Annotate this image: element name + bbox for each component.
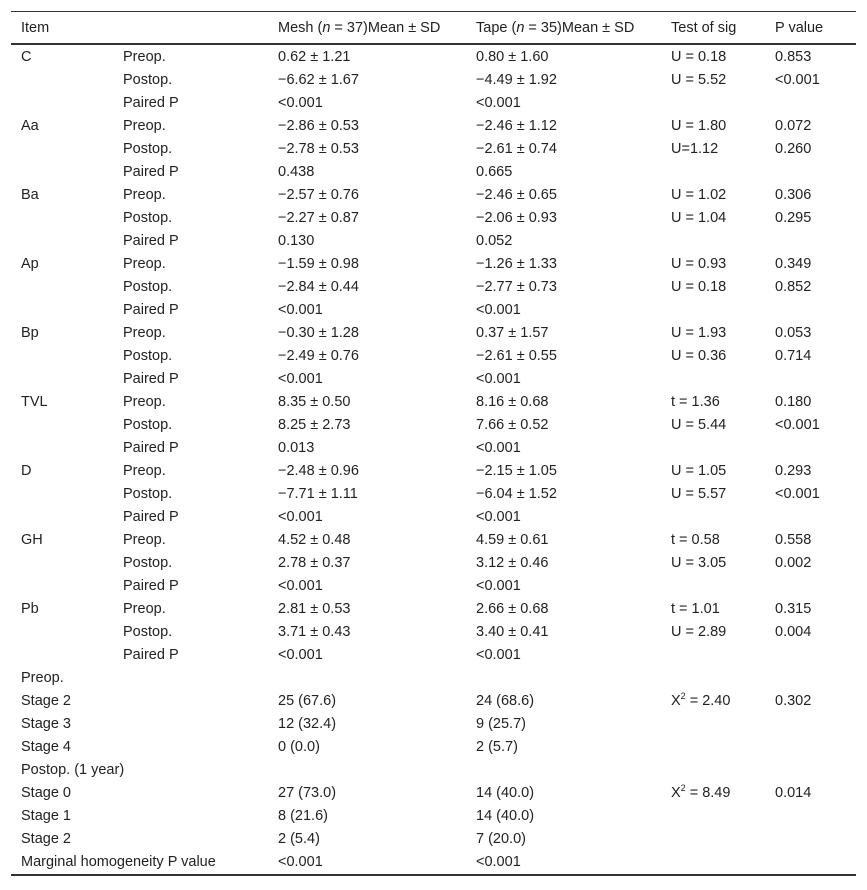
tape-cell: −2.06 ± 0.93 xyxy=(476,210,557,226)
tape-cell: <0.001 xyxy=(476,371,521,387)
item-cell xyxy=(11,621,113,644)
mesh-cell: 2 (5.4) xyxy=(278,831,320,847)
stage-group-heading: Postop. (1 year) xyxy=(21,762,125,778)
subitem-cell: Postop. xyxy=(123,348,173,364)
test-cell xyxy=(661,644,765,667)
tape-cell: 24 (68.6) xyxy=(476,693,535,709)
test-cell xyxy=(661,690,765,713)
test-cell: U = 1.04 xyxy=(671,210,727,226)
mesh-cell: −7.71 ± 1.11 xyxy=(278,486,358,502)
item-cell xyxy=(11,69,113,92)
p-value-cell: 0.852 xyxy=(775,279,812,295)
mesh-cell: 2.78 ± 0.37 xyxy=(278,555,351,571)
test-cell: U = 1.02 xyxy=(671,187,727,203)
item-cell xyxy=(11,368,113,391)
mesh-cell: 0.130 xyxy=(278,233,315,249)
p-value-cell: 0.302 xyxy=(775,693,812,709)
test-symbol: X xyxy=(671,693,681,709)
test-cell xyxy=(661,805,765,828)
test-cell xyxy=(661,713,765,736)
item-cell xyxy=(11,414,113,437)
mesh-cell: 0 (0.0) xyxy=(278,739,320,755)
test-cell: t = 1.01 xyxy=(671,601,720,617)
test-cell: U = 5.52 xyxy=(671,72,727,88)
p-value-cell: 0.293 xyxy=(775,463,812,479)
mesh-cell: −2.49 ± 0.76 xyxy=(278,348,359,364)
table-row xyxy=(11,44,856,69)
item-cell xyxy=(11,207,113,230)
test-cell: U = 1.80 xyxy=(671,118,727,134)
table-row xyxy=(11,644,856,667)
subitem-cell: Postop. xyxy=(123,210,173,226)
table-row xyxy=(11,414,856,437)
mesh-cell: <0.001 xyxy=(278,302,323,318)
subitem-cell: Postop. xyxy=(123,279,173,295)
p-value-cell xyxy=(765,575,856,598)
subitem-cell: Preop. xyxy=(123,187,166,203)
tape-cell: <0.001 xyxy=(476,95,521,111)
tape-cell: 14 (40.0) xyxy=(476,808,535,824)
item-cell xyxy=(11,483,113,506)
p-value-cell: 0.295 xyxy=(775,210,812,226)
test-cell xyxy=(661,437,765,460)
mesh-cell: −0.30 ± 1.28 xyxy=(278,325,359,341)
tape-cell: 2.66 ± 0.68 xyxy=(476,601,549,617)
tape-cell: −2.61 ± 0.55 xyxy=(476,348,557,364)
item-cell xyxy=(11,299,113,322)
stage-label-cell: Stage 3 xyxy=(21,716,71,732)
test-cell: U=1.12 xyxy=(671,141,719,157)
mesh-cell: 4.52 ± 0.48 xyxy=(278,532,351,548)
results-table xyxy=(11,11,856,876)
test-cell: U = 0.93 xyxy=(671,256,727,272)
test-cell: U = 0.18 xyxy=(671,49,727,65)
tape-cell: <0.001 xyxy=(476,509,521,525)
test-cell: U = 3.05 xyxy=(671,555,727,571)
test-symbol: X xyxy=(671,785,681,801)
table-row xyxy=(11,138,856,161)
tape-cell: 2 (5.7) xyxy=(476,739,518,755)
table-row xyxy=(11,115,856,138)
item-cell: Pb xyxy=(21,601,39,617)
p-value-cell xyxy=(765,161,856,184)
table-row xyxy=(11,483,856,506)
p-value-cell: <0.001 xyxy=(775,72,820,88)
subitem-cell: Preop. xyxy=(123,49,166,65)
test-cell: U = 1.05 xyxy=(671,463,727,479)
table-row xyxy=(11,69,856,92)
test-cell: U = 0.36 xyxy=(671,348,727,364)
tape-cell: 0.665 xyxy=(476,164,513,180)
p-value-cell xyxy=(765,713,856,736)
tape-cell: 9 (25.7) xyxy=(476,716,526,732)
mesh-cell: 3.71 ± 0.43 xyxy=(278,624,351,640)
p-value-cell xyxy=(765,851,856,875)
header-sub xyxy=(113,12,268,45)
p-value-cell: 0.315 xyxy=(775,601,812,617)
table-body xyxy=(11,44,856,875)
p-value-cell xyxy=(765,736,856,759)
item-cell xyxy=(11,437,113,460)
item-cell xyxy=(11,92,113,115)
test-superscript: 2 xyxy=(680,783,686,793)
table-row xyxy=(11,368,856,391)
p-value-cell xyxy=(765,437,856,460)
item-cell xyxy=(11,161,113,184)
table-row xyxy=(11,598,856,621)
table-row xyxy=(11,460,856,483)
stage-label-cell: Stage 2 xyxy=(21,693,71,709)
p-value-cell xyxy=(765,368,856,391)
subitem-cell: Paired P xyxy=(123,647,179,663)
results-table-container xyxy=(11,11,856,876)
tape-cell: <0.001 xyxy=(476,578,521,594)
table-row xyxy=(11,161,856,184)
p-value-cell: <0.001 xyxy=(775,417,820,433)
p-value-cell xyxy=(765,828,856,851)
subitem-cell: Paired P xyxy=(123,440,179,456)
p-value-cell: 0.306 xyxy=(775,187,812,203)
p-value-cell: 0.072 xyxy=(775,118,812,134)
header-p-value: P value xyxy=(775,19,824,36)
tape-cell: −2.15 ± 1.05 xyxy=(476,463,557,479)
table-row xyxy=(11,575,856,598)
mesh-cell: −2.48 ± 0.96 xyxy=(278,463,359,479)
mesh-cell: −2.27 ± 0.87 xyxy=(278,210,359,226)
table-row xyxy=(11,851,856,875)
subitem-cell: Paired P xyxy=(123,95,179,111)
item-cell: Ba xyxy=(21,187,39,203)
subitem-cell: Preop. xyxy=(123,463,166,479)
tape-cell: −2.77 ± 0.73 xyxy=(476,279,557,295)
p-value-cell: 0.002 xyxy=(775,555,812,571)
item-cell xyxy=(11,230,113,253)
mesh-cell: 0.013 xyxy=(278,440,315,456)
item-cell xyxy=(11,552,113,575)
table-row xyxy=(11,391,856,414)
item-cell xyxy=(11,276,113,299)
mesh-cell: <0.001 xyxy=(278,95,323,111)
test-cell: U = 0.18 xyxy=(671,279,727,295)
p-value-cell xyxy=(765,299,856,322)
p-value-cell: 0.180 xyxy=(775,394,812,410)
tape-cell: −2.61 ± 0.74 xyxy=(476,141,557,157)
test-cell: U = 2.89 xyxy=(671,624,727,640)
table-row xyxy=(11,276,856,299)
subitem-cell: Preop. xyxy=(123,325,166,341)
test-cell xyxy=(661,161,765,184)
tape-cell: −2.46 ± 1.12 xyxy=(476,118,557,134)
mesh-cell: 12 (32.4) xyxy=(278,716,337,732)
test-cell xyxy=(661,828,765,851)
mesh-cell: 27 (73.0) xyxy=(278,785,337,801)
p-value-cell: 0.004 xyxy=(775,624,812,640)
subitem-cell: Preop. xyxy=(123,601,166,617)
subitem-cell: Postop. xyxy=(123,624,173,640)
tape-cell: <0.001 xyxy=(476,302,521,318)
mesh-cell: 25 (67.6) xyxy=(278,693,337,709)
mesh-cell: −6.62 ± 1.67 xyxy=(278,72,359,88)
tape-cell: 8.16 ± 0.68 xyxy=(476,394,549,410)
item-cell: Bp xyxy=(21,325,39,341)
table-row xyxy=(11,805,856,828)
mesh-cell: −2.86 ± 0.53 xyxy=(278,118,359,134)
item-cell: GH xyxy=(21,532,43,548)
subitem-cell: Paired P xyxy=(123,371,179,387)
mesh-cell: 8 (21.6) xyxy=(278,808,328,824)
tape-cell: 14 (40.0) xyxy=(476,785,535,801)
mesh-cell: 8.35 ± 0.50 xyxy=(278,394,351,410)
table-row xyxy=(11,506,856,529)
test-cell: t = 1.36 xyxy=(671,394,720,410)
table-row xyxy=(11,299,856,322)
tape-cell: −4.49 ± 1.92 xyxy=(476,72,557,88)
table-row xyxy=(11,552,856,575)
test-cell: U = 5.44 xyxy=(671,417,727,433)
tape-cell: <0.001 xyxy=(476,440,521,456)
stage-label-cell: Stage 1 xyxy=(21,808,71,824)
header-test: Test of sig xyxy=(671,19,737,36)
p-value-cell: 0.260 xyxy=(775,141,812,157)
mesh-cell: <0.001 xyxy=(278,647,323,663)
tape-cell: 3.12 ± 0.46 xyxy=(476,555,549,571)
item-cell: Ap xyxy=(21,256,39,272)
item-cell: C xyxy=(21,49,32,65)
tape-cell: −2.46 ± 0.65 xyxy=(476,187,557,203)
subitem-cell: Paired P xyxy=(123,302,179,318)
item-cell xyxy=(11,506,113,529)
mesh-cell: <0.001 xyxy=(278,509,323,525)
table-row xyxy=(11,345,856,368)
test-cell xyxy=(661,92,765,115)
table-row xyxy=(11,184,856,207)
test-cell: t = 0.58 xyxy=(671,532,720,548)
table-row xyxy=(11,322,856,345)
test-cell: U = 1.93 xyxy=(671,325,727,341)
mesh-cell: 2.81 ± 0.53 xyxy=(278,601,351,617)
marginal-label-cell: Marginal homogeneity P value xyxy=(21,854,216,870)
subitem-cell: Paired P xyxy=(123,233,179,249)
mesh-cell: <0.001 xyxy=(278,578,323,594)
p-value-cell: <0.001 xyxy=(775,486,820,502)
test-cell: U = 5.57 xyxy=(671,486,727,502)
mesh-cell: 8.25 ± 2.73 xyxy=(278,417,351,433)
item-cell: Aa xyxy=(21,118,39,134)
header-row xyxy=(11,12,856,45)
table-row xyxy=(11,621,856,644)
subitem-cell: Preop. xyxy=(123,256,166,272)
p-value-cell xyxy=(765,644,856,667)
p-value-cell: 0.714 xyxy=(775,348,812,364)
test-cell xyxy=(661,230,765,253)
table-row xyxy=(11,828,856,851)
test-value: = 2.40 xyxy=(685,693,731,709)
item-cell xyxy=(11,345,113,368)
mesh-cell: −2.57 ± 0.76 xyxy=(278,187,359,203)
table-row xyxy=(11,667,856,690)
test-cell xyxy=(661,851,765,875)
subitem-cell: Postop. xyxy=(123,417,173,433)
tape-cell: −6.04 ± 1.52 xyxy=(476,486,557,502)
p-value-cell: 0.053 xyxy=(775,325,812,341)
table-row xyxy=(11,92,856,115)
tape-cell: 0.80 ± 1.60 xyxy=(476,49,549,65)
header-mesh: Mesh (n = 37)Mean ± SD xyxy=(278,19,441,36)
header-item: Item xyxy=(21,19,50,36)
table-row xyxy=(11,736,856,759)
p-value-cell xyxy=(765,805,856,828)
table-row xyxy=(11,253,856,276)
tape-cell: <0.001 xyxy=(476,854,521,870)
tape-cell: 7.66 ± 0.52 xyxy=(476,417,549,433)
mesh-cell: <0.001 xyxy=(278,854,323,870)
subitem-cell: Preop. xyxy=(123,532,166,548)
tape-cell: −1.26 ± 1.33 xyxy=(476,256,557,272)
table-row xyxy=(11,759,856,782)
tape-cell: 7 (20.0) xyxy=(476,831,526,847)
tape-cell: <0.001 xyxy=(476,647,521,663)
subitem-cell: Postop. xyxy=(123,141,173,157)
mesh-cell: −1.59 ± 0.98 xyxy=(278,256,359,272)
test-cell xyxy=(661,299,765,322)
table-row xyxy=(11,529,856,552)
p-value-cell: 0.014 xyxy=(775,785,812,801)
stage-label-cell: Stage 2 xyxy=(21,831,71,847)
test-cell xyxy=(661,368,765,391)
header-tape: Tape (n = 35)Mean ± SD xyxy=(476,19,635,36)
item-cell: D xyxy=(21,463,32,479)
tape-cell: 4.59 ± 0.61 xyxy=(476,532,549,548)
table-row xyxy=(11,782,856,805)
item-cell: TVL xyxy=(21,394,48,410)
mesh-cell: <0.001 xyxy=(278,371,323,387)
tape-cell: 3.40 ± 0.41 xyxy=(476,624,549,640)
p-value-cell: 0.853 xyxy=(775,49,812,65)
subitem-cell: Preop. xyxy=(123,118,166,134)
stage-label-cell: Stage 0 xyxy=(21,785,71,801)
subitem-cell: Postop. xyxy=(123,555,173,571)
p-value-cell xyxy=(765,506,856,529)
stage-group-heading: Preop. xyxy=(21,670,64,686)
subitem-cell: Paired P xyxy=(123,164,179,180)
subitem-cell: Postop. xyxy=(123,486,173,502)
test-value: = 8.49 xyxy=(685,785,731,801)
item-cell xyxy=(11,138,113,161)
table-row xyxy=(11,230,856,253)
item-cell xyxy=(11,575,113,598)
p-value-cell: 0.558 xyxy=(775,532,812,548)
tape-cell: 0.37 ± 1.57 xyxy=(476,325,549,341)
mesh-cell: −2.78 ± 0.53 xyxy=(278,141,359,157)
subitem-cell: Preop. xyxy=(123,394,166,410)
subitem-cell: Paired P xyxy=(123,509,179,525)
test-cell xyxy=(661,782,765,805)
p-value-cell: 0.349 xyxy=(775,256,812,272)
p-value-cell xyxy=(765,230,856,253)
subitem-cell: Paired P xyxy=(123,578,179,594)
p-value-cell xyxy=(765,92,856,115)
tape-cell: 0.052 xyxy=(476,233,513,249)
mesh-cell: 0.438 xyxy=(278,164,315,180)
table-row xyxy=(11,437,856,460)
test-cell xyxy=(661,506,765,529)
table-row xyxy=(11,713,856,736)
item-cell xyxy=(11,644,113,667)
mesh-cell: 0.62 ± 1.21 xyxy=(278,49,351,65)
table-row xyxy=(11,207,856,230)
table-row xyxy=(11,690,856,713)
test-cell xyxy=(661,736,765,759)
test-cell xyxy=(661,575,765,598)
stage-label-cell: Stage 4 xyxy=(21,739,71,755)
test-superscript: 2 xyxy=(680,691,686,701)
subitem-cell: Postop. xyxy=(123,72,173,88)
mesh-cell: −2.84 ± 0.44 xyxy=(278,279,359,295)
